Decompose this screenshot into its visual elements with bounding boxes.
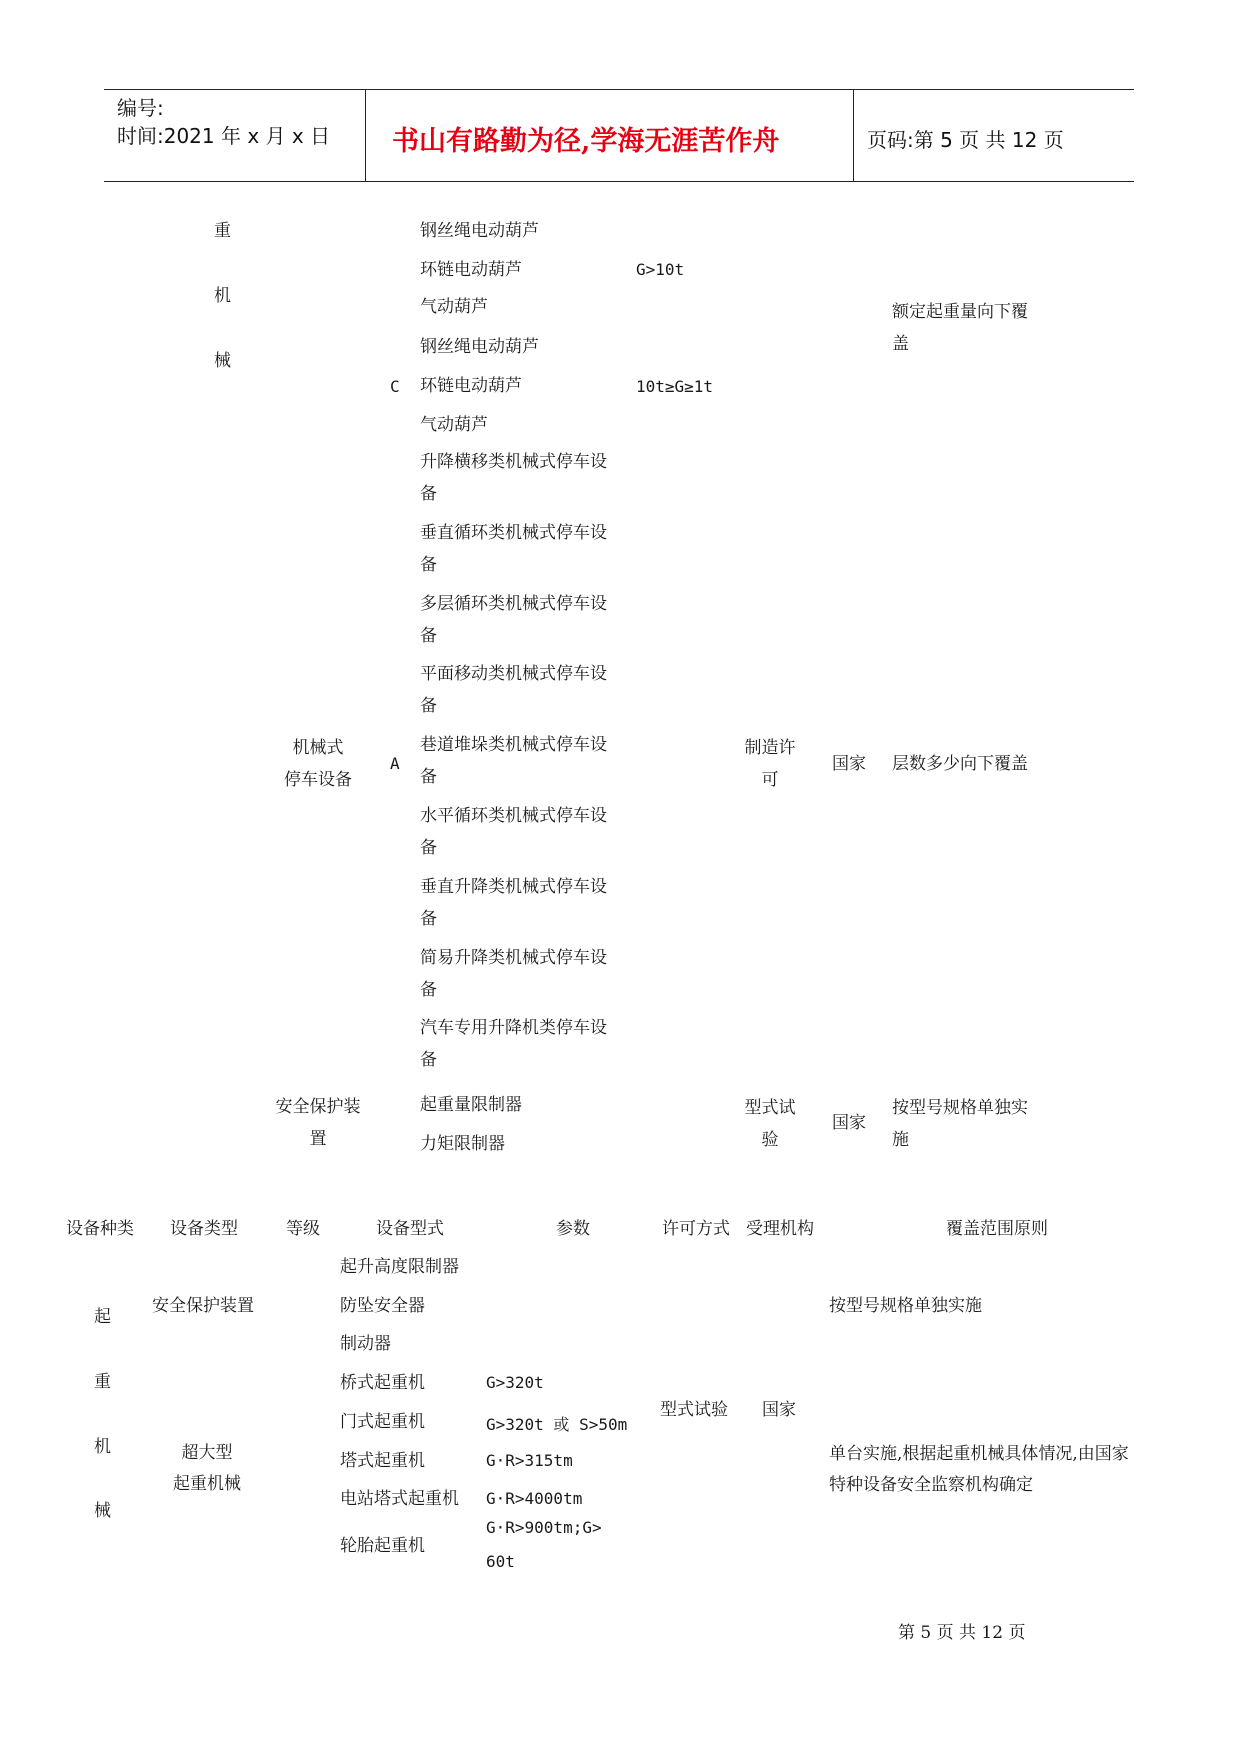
- category-char: 重: [94, 1372, 111, 1392]
- safety-type-line1: 安全保护装: [275, 1097, 361, 1117]
- safety-authority: 国家: [832, 1113, 866, 1133]
- parking-type-line1: 机械式: [292, 738, 344, 758]
- crane-param: G·R>315tm: [486, 1451, 573, 1470]
- authority: 国家: [762, 1400, 796, 1420]
- large-coverage-line2: 特种设备安全监察机构确定: [829, 1475, 1033, 1495]
- large-coverage-line1: 单台实施,根据起重机械具体情况,由国家: [829, 1444, 1129, 1464]
- hoist-model: 环链电动葫芦: [420, 376, 522, 396]
- parking-license-line2: 可: [761, 770, 779, 790]
- coverage-hoist-line1: 额定起重量向下覆: [892, 302, 1028, 322]
- safety-coverage-line1: 按型号规格单独实: [892, 1098, 1028, 1118]
- column-header: 等级: [286, 1219, 320, 1239]
- crane-param: G>320t: [486, 1373, 544, 1392]
- category-char: 起: [94, 1307, 111, 1327]
- safety-device-model: 防坠安全器: [340, 1296, 425, 1316]
- header-top-rule: [104, 89, 1134, 90]
- crane-model: 轮胎起重机: [340, 1536, 425, 1556]
- parking-model: 水平循环类机械式停车设: [420, 806, 607, 826]
- hoist-model: 气动葫芦: [420, 415, 488, 435]
- safety-device-type: 安全保护装置: [152, 1296, 254, 1316]
- parking-model-continuation: 备: [420, 838, 437, 858]
- grade-a: A: [390, 754, 400, 773]
- page-footer: 第 5 页 共 12 页: [898, 1623, 1026, 1643]
- column-header: 设备型式: [376, 1219, 444, 1239]
- parking-type-line2: 停车设备: [284, 770, 352, 790]
- hoist-model: 钢丝绳电动葫芦: [420, 337, 539, 357]
- parking-model-continuation: 备: [420, 980, 437, 1000]
- parking-model-continuation: 备: [420, 626, 437, 646]
- category-char: 机: [214, 286, 231, 306]
- safety-device-coverage: 按型号规格单独实施: [829, 1296, 982, 1316]
- parking-coverage: 层数多少向下覆盖: [892, 754, 1028, 774]
- crane-param: G>320t 或 S>50m: [486, 1415, 628, 1434]
- parking-model: 巷道堆垛类机械式停车设: [420, 735, 607, 755]
- header-divider-right: [853, 89, 854, 181]
- category-char: 机: [94, 1437, 111, 1457]
- parking-model: 汽车专用升降机类停车设: [420, 1018, 607, 1038]
- crane-model: 门式起重机: [340, 1412, 425, 1432]
- grade-c: C: [390, 377, 400, 396]
- parking-model: 垂直升降类机械式停车设: [420, 877, 607, 897]
- safety-model: 起重量限制器: [420, 1095, 522, 1115]
- hoist-model: 环链电动葫芦: [420, 260, 522, 280]
- header-slogan: 书山有路勤为径,学海无涯苦作舟: [392, 126, 780, 157]
- column-header: 覆盖范围原则: [946, 1219, 1048, 1239]
- document-number-label: 编号:: [117, 96, 164, 120]
- crane-param: G·R>4000tm: [486, 1489, 583, 1508]
- safety-type-line2: 置: [309, 1129, 327, 1149]
- parking-model: 多层循环类机械式停车设: [420, 594, 607, 614]
- parking-model: 垂直循环类机械式停车设: [420, 523, 607, 543]
- safety-device-model: 制动器: [340, 1334, 391, 1354]
- column-header: 参数: [556, 1219, 590, 1239]
- crane-param-line1: G·R>900tm;G>: [486, 1518, 602, 1537]
- category-char: 械: [94, 1501, 111, 1521]
- category-char: 重: [214, 221, 231, 241]
- safety-license-line2: 验: [761, 1130, 779, 1150]
- crane-model: 塔式起重机: [340, 1451, 425, 1471]
- parking-model-continuation: 备: [420, 909, 437, 929]
- column-header: 设备类型: [170, 1219, 238, 1239]
- column-header: 受理机构: [746, 1219, 814, 1239]
- safety-license-line1: 型式试: [744, 1098, 796, 1118]
- column-header: 设备种类: [66, 1219, 134, 1239]
- parking-model-continuation: 备: [420, 1050, 437, 1070]
- header-bottom-rule: [104, 181, 1134, 182]
- large-crane-type-line2: 起重机械: [173, 1474, 241, 1494]
- parking-license-line1: 制造许: [744, 738, 796, 758]
- parking-model-continuation: 备: [420, 696, 437, 716]
- parking-authority: 国家: [832, 754, 866, 774]
- parking-model: 升降横移类机械式停车设: [420, 452, 607, 472]
- column-header: 许可方式: [662, 1219, 730, 1239]
- crane-model: 桥式起重机: [340, 1373, 425, 1393]
- large-crane-type-line1: 超大型: [181, 1443, 233, 1463]
- parking-model-continuation: 备: [420, 484, 437, 504]
- parking-model: 平面移动类机械式停车设: [420, 664, 607, 684]
- crane-param-line2: 60t: [486, 1552, 515, 1571]
- parking-model: 简易升降类机械式停车设: [420, 948, 607, 968]
- parking-model-continuation: 备: [420, 555, 437, 575]
- header-divider-left: [365, 89, 366, 181]
- coverage-hoist-line2: 盖: [892, 334, 909, 354]
- hoist-model: 钢丝绳电动葫芦: [420, 221, 539, 241]
- safety-coverage-line2: 施: [892, 1130, 909, 1150]
- category-char: 械: [214, 351, 231, 371]
- license-method: 型式试验: [660, 1400, 728, 1420]
- param-mid: 10t≥G≥1t: [636, 377, 714, 396]
- safety-device-model: 起升高度限制器: [340, 1257, 459, 1277]
- parking-model-continuation: 备: [420, 767, 437, 787]
- safety-model: 力矩限制器: [420, 1134, 505, 1154]
- crane-model: 电站塔式起重机: [340, 1489, 459, 1509]
- document-time-label: 时间:2021 年 x 月 x 日: [117, 124, 331, 148]
- header-page-label: 页码:第 5 页 共 12 页: [867, 128, 1064, 152]
- param-large: G>10t: [636, 260, 685, 279]
- hoist-model: 气动葫芦: [420, 297, 488, 317]
